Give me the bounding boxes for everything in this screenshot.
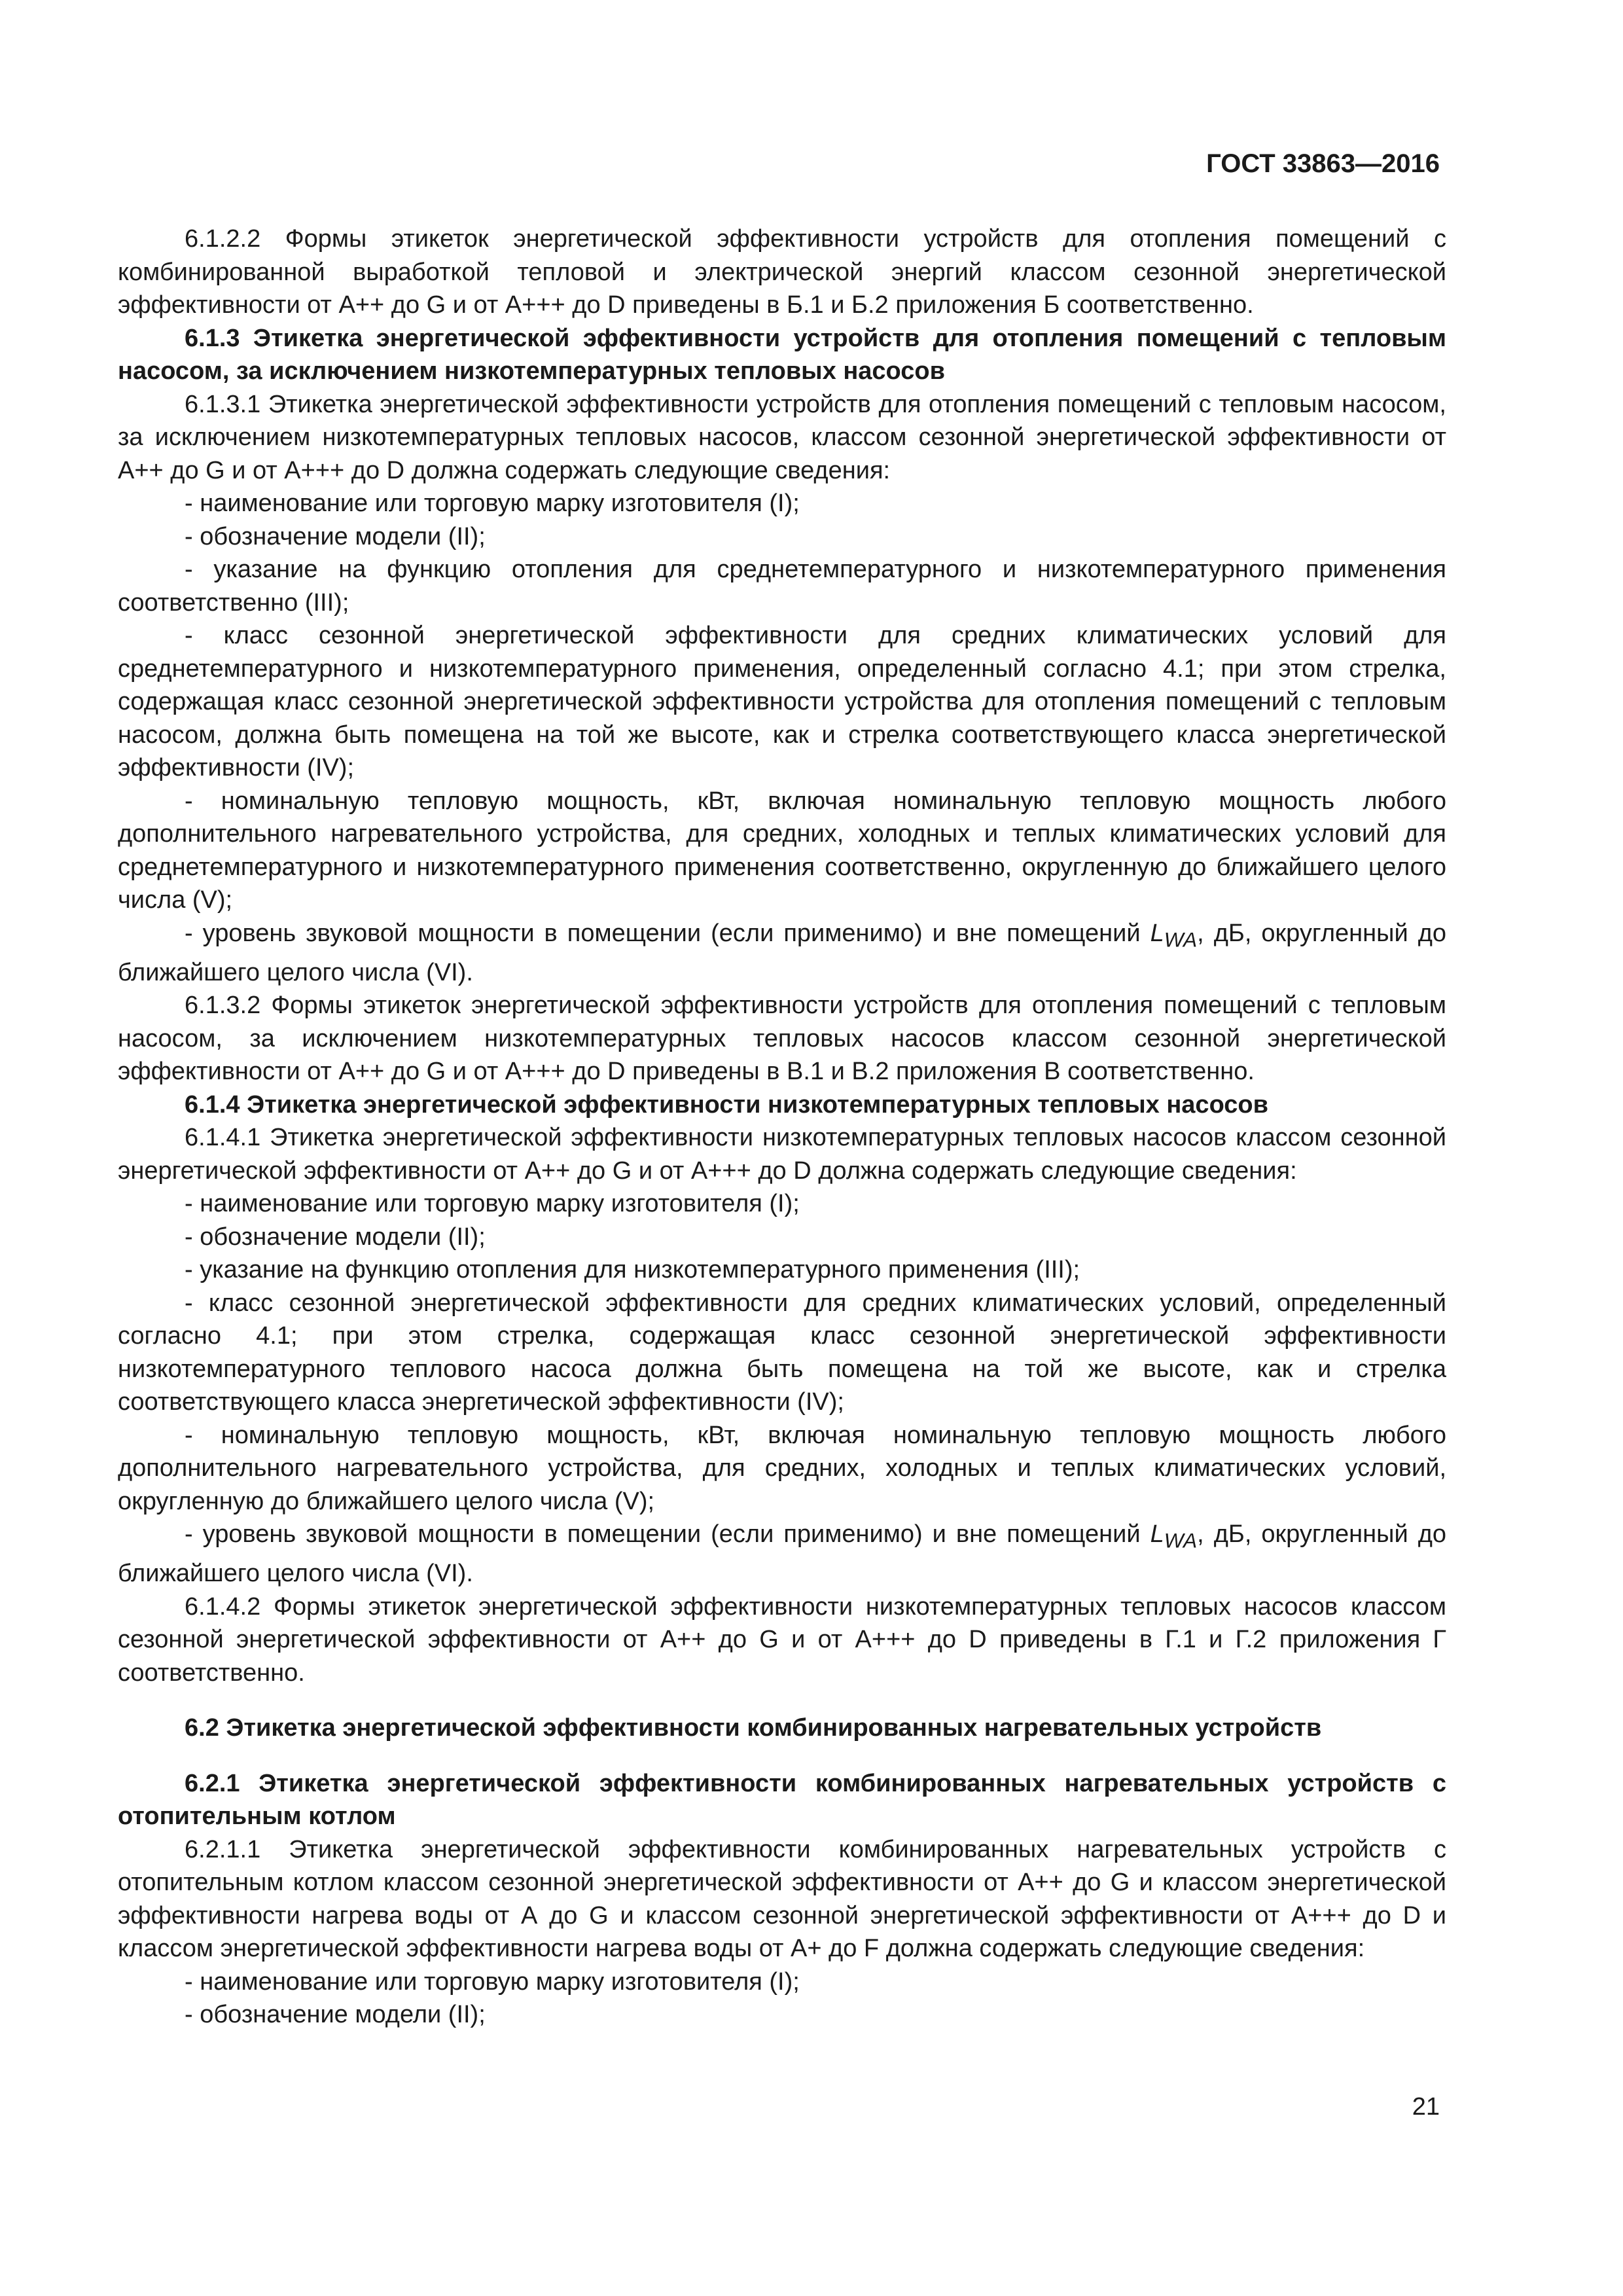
list-item: - класс сезонной энергетической эффективности для средних климатических условий для среднетемпературного и низкотемпературного применения, определенный согласно 4.1; при этом стрелка, содержащая класс сезонной энергетической эффективности устройства для отопления помещений с тепловым насосом, должна быть помещена на той же высоте, как и стрелка соответствующего класса энергетической эффективности (IV); xyxy=(118,622,1446,781)
page-number: 21 xyxy=(1412,2093,1440,2121)
paragraph: 6.1.3.1 Этикетка энергетической эффективности устройств для отопления помещений с тепловым насосом, за исключением низкотемпературных тепловых насосов, классом сезонной энергетической эффективности от А++ до G и от А+++ до D должна содержать следующие сведения: xyxy=(118,390,1446,484)
list-item: - обозначение модели (II); xyxy=(185,1223,486,1251)
list-item: - обозначение модели (II); xyxy=(185,2001,486,2029)
paragraph: 6.2.1.1 Этикетка энергетической эффективности комбинированных нагревательных устройств с отопительным котлом классом сезонной энергетической эффективности от А++ до G и классом энергетической эффективности нагрева воды от А до G и классом сезонной энергетической эффективности от А+++ до D и классом энергетической эффективности нагрева воды от А+ до F должна содержать следующие сведения: xyxy=(118,1835,1446,1963)
section-heading: 6.1.3 Этикетка энергетической эффективности устройств для отопления помещений с тепловым насосом, за исключением низкотемпературных тепловых насосов xyxy=(118,324,1446,385)
list-item: - наименование или торговую марку изготовителя (I); xyxy=(185,1190,800,1218)
symbol-base: L xyxy=(1150,1520,1164,1549)
paragraph: 6.1.3.2 Формы этикеток энергетической эффективности устройств для отопления помещений с тепловым насосом, за исключением низкотемпературных тепловых насосов классом сезонной энергетической эффективности от А++ до G и от А+++ до D приведены в В.1 и В.2 приложения В соответственно. xyxy=(118,992,1446,1086)
symbol-sub: WA xyxy=(1164,927,1198,952)
list-item: - номинальную тепловую мощность, кВт, включая номинальную тепловую мощность любого дополнительного нагревательного устройства, для средних, холодных и теплых климатических условий для среднетемпературного и низкотемпературного применения соответственно, округленную до ближайшего целого числа (V); xyxy=(118,787,1446,914)
document-code: ГОСТ 33863—2016 xyxy=(1206,149,1440,178)
list-item: - номинальную тепловую мощность, кВт, включая номинальную тепловую мощность любого дополнительного нагревательного устройства, для средних, холодных и теплых климатических условий, округленную до ближайшего целого числа (V); xyxy=(118,1421,1446,1515)
symbol-lwa xyxy=(1150,919,1198,952)
list-item: - наименование или торговую марку изготовителя (I); xyxy=(185,490,800,517)
paragraph: 6.1.4.1 Этикетка энергетической эффективности низкотемпературных тепловых насосов классом сезонной энергетической эффективности от А++ до G и от А+++ до D должна содержать следующие сведения: xyxy=(118,1124,1446,1185)
text-run: - уровень звуковой мощности в помещении (если применимо) и вне помещений xyxy=(185,919,1150,947)
text-run: , дБ, округленный до ближайшего целого числа (VI). xyxy=(118,919,1446,986)
symbol-base: L xyxy=(1150,919,1164,947)
text-run: , дБ, округленный до ближайшего целого числа (VI). xyxy=(118,1520,1446,1588)
list-item: - указание на функцию отопления для низкотемпературного применения (III); xyxy=(185,1256,1080,1284)
list-item: - обозначение модели (II); xyxy=(185,522,486,550)
paragraph: 6.1.2.2 Формы этикеток энергетической эффективности устройств для отопления помещений с комбинированной выработкой тепловой и электрической энергий классом сезонной энергетической эффективности от А++ до G и от А+++ до D приведены в Б.1 и Б.2 приложения Б соответственно. xyxy=(118,225,1446,319)
list-item: - наименование или торговую марку изготовителя (I); xyxy=(185,1967,800,1996)
list-item xyxy=(118,917,1446,990)
list-item xyxy=(118,1518,1446,1590)
document-body xyxy=(118,223,1446,2032)
text-run: - уровень звуковой мощности в помещении (если применимо) и вне помещений xyxy=(185,1520,1150,1549)
section-heading: 6.1.4 Этикетка энергетической эффективности низкотемпературных тепловых насосов xyxy=(185,1090,1268,1119)
symbol-lwa xyxy=(1150,1520,1198,1552)
list-item: - указание на функцию отопления для среднетемпературного и низкотемпературного применения соответственно (III); xyxy=(118,556,1446,617)
list-item: - класс сезонной энергетической эффективности для средних климатических условий, определенный согласно 4.1; при этом стрелка, содержащая класс сезонной энергетической эффективности низкотемпературного теплового насоса должна быть помещена на той же высоте, как и стрелка соответствующего класса энергетической эффективности (IV); xyxy=(118,1289,1446,1416)
symbol-sub: WA xyxy=(1164,1528,1198,1552)
section-heading: 6.2 Этикетка энергетической эффективности комбинированных нагревательных устройств xyxy=(185,1714,1322,1742)
subsection-heading: 6.2.1 Этикетка энергетической эффективности комбинированных нагревательных устройств с отопительным котлом xyxy=(118,1769,1446,1831)
paragraph: 6.1.4.2 Формы этикеток энергетической эффективности низкотемпературных тепловых насосов классом сезонной энергетической эффективности от А++ до G и от А+++ до D приведены в Г.1 и Г.2 приложения Г соответственно. xyxy=(118,1592,1446,1687)
